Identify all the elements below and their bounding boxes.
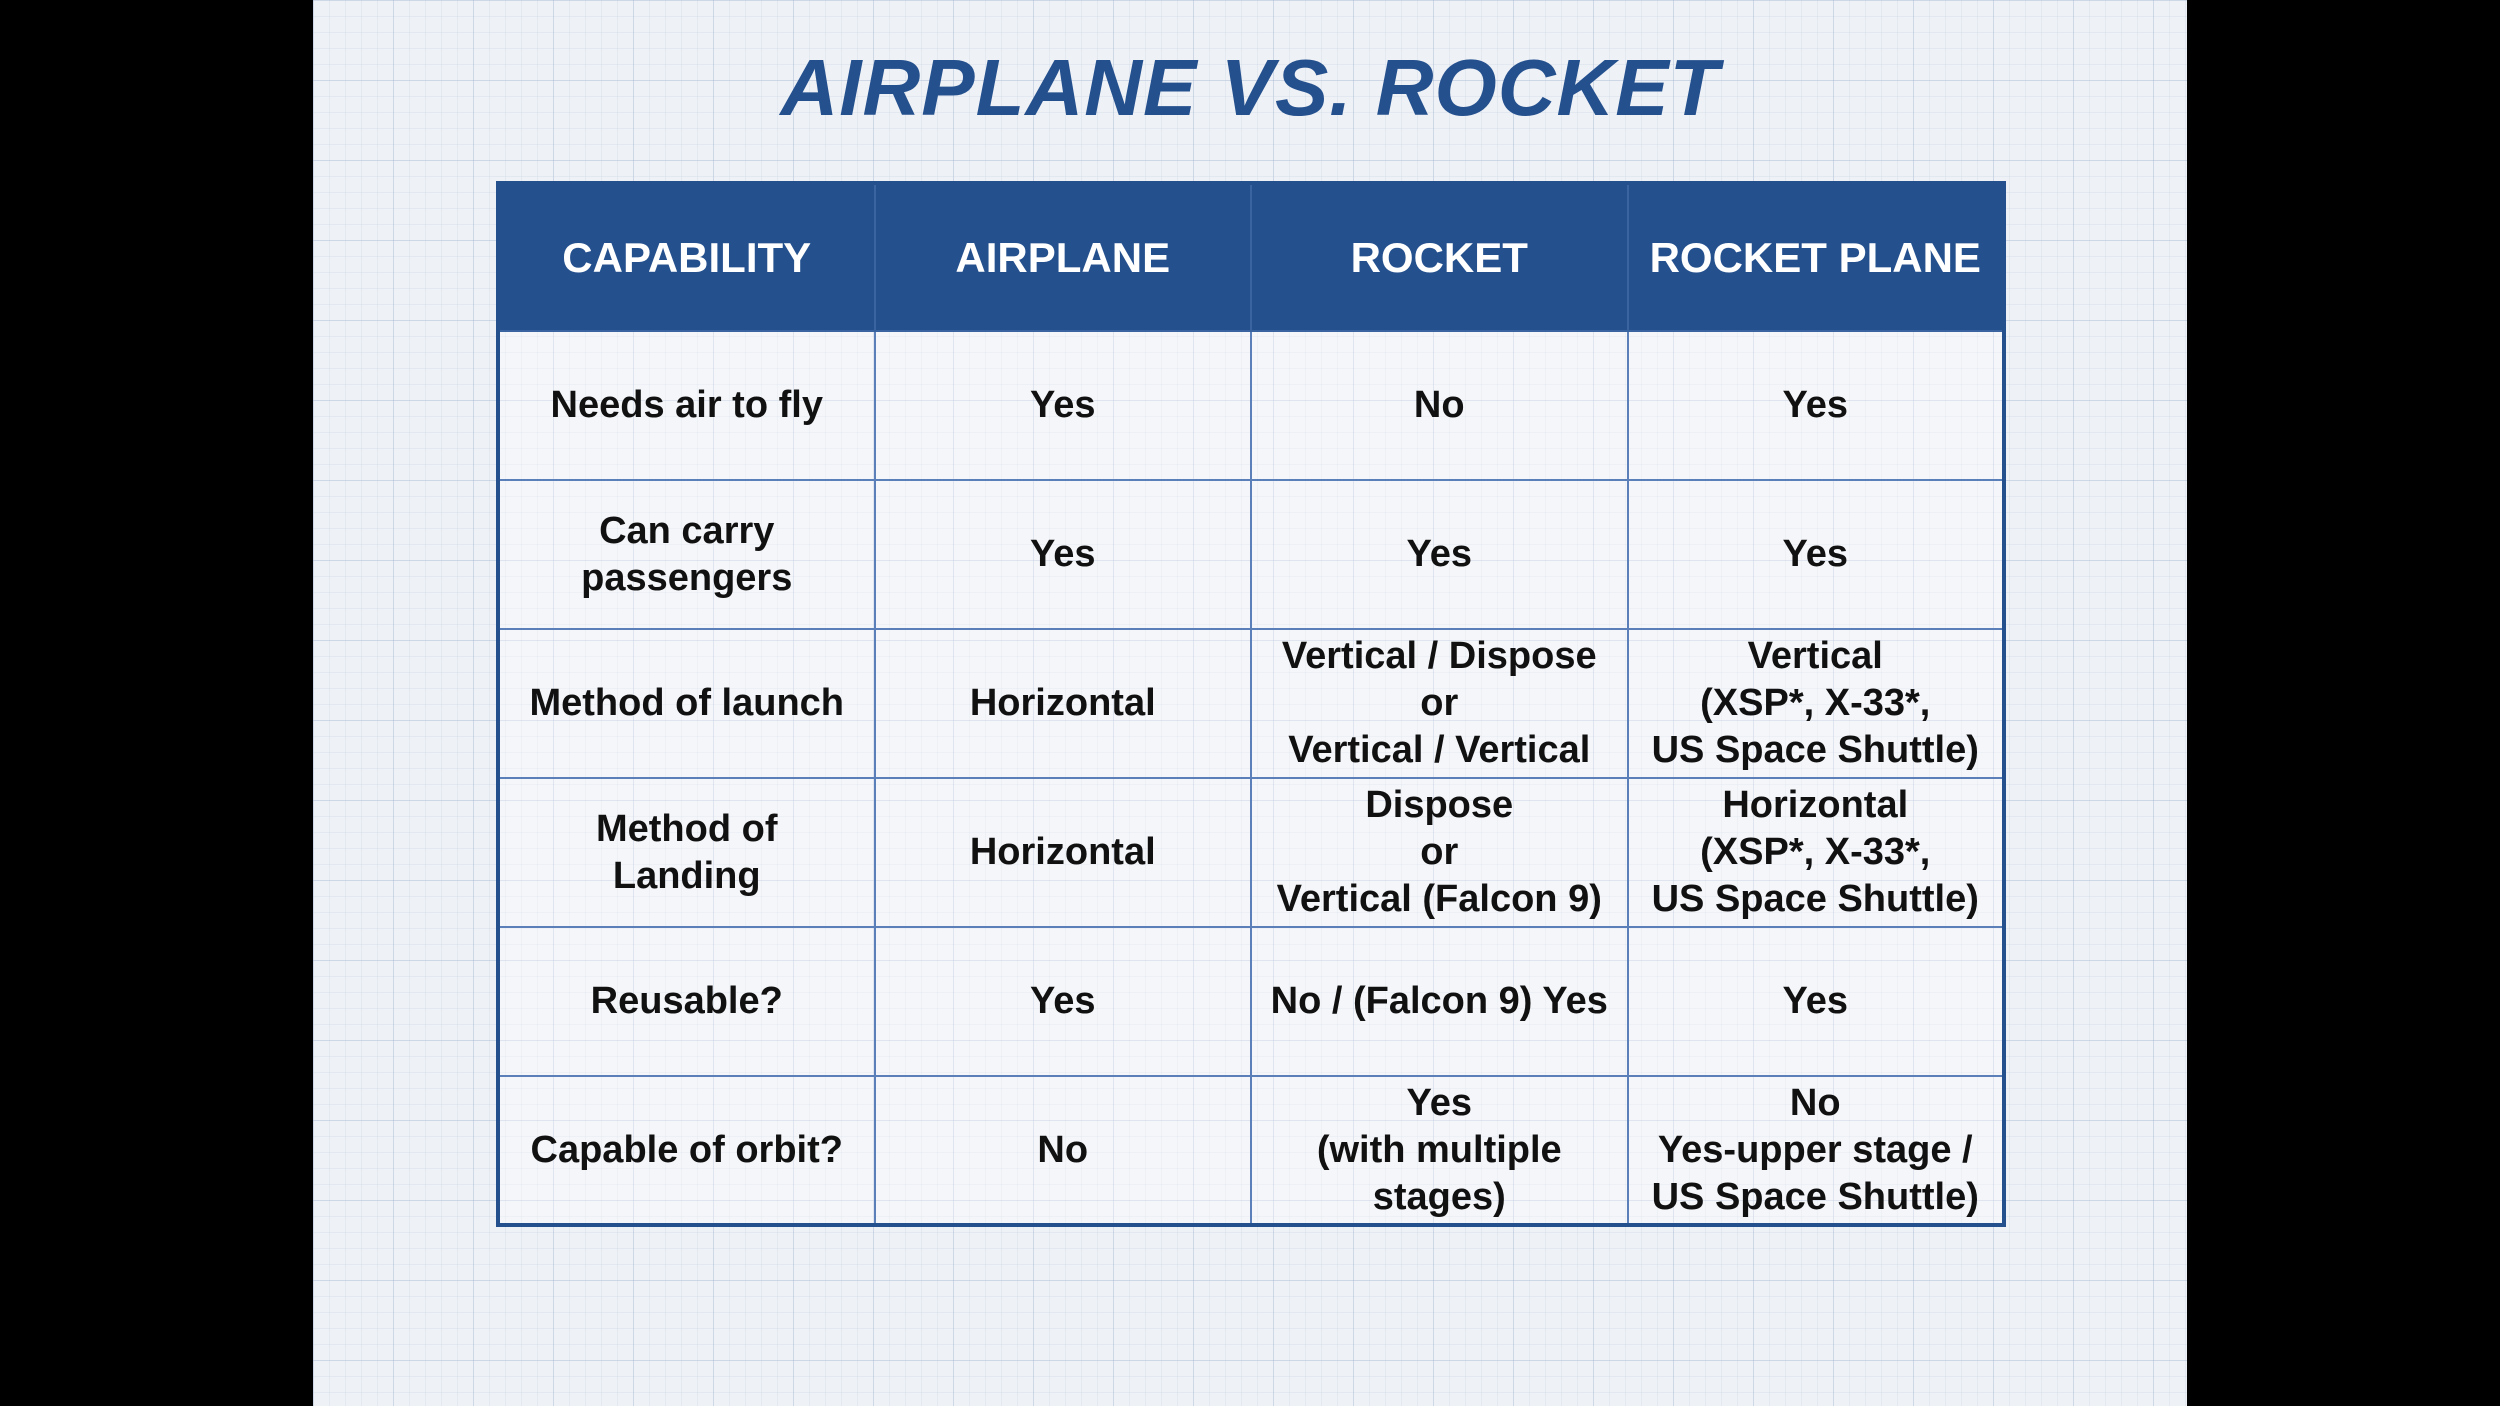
table-row	[498, 1076, 2004, 1225]
rocket-cell: No / (Falcon 9) Yes	[1251, 927, 1628, 1076]
header-rocket-plane: ROCKET PLANE	[1628, 183, 2005, 331]
row-label: Can carry passengers	[498, 480, 875, 629]
slide-title: AIRPLANE VS. ROCKET	[780, 43, 1720, 132]
airplane-cell: Yes	[875, 480, 1252, 629]
row-label: Method of launch	[498, 629, 875, 778]
airplane-cell: Horizontal	[875, 629, 1252, 778]
rocket-plane-cell: Yes	[1628, 480, 2005, 629]
rocket-plane-cell: Vertical (XSP*, X-33*, US Space Shuttle)	[1628, 629, 2005, 778]
airplane-cell: Yes	[875, 927, 1252, 1076]
table-row	[498, 480, 2004, 629]
header-airplane: AIRPLANE	[875, 183, 1252, 331]
row-label: Method of Landing	[498, 778, 875, 927]
table-row	[498, 331, 2004, 480]
rocket-cell: No	[1251, 331, 1628, 480]
rocket-plane-cell: No Yes-upper stage / US Space Shuttle)	[1628, 1076, 2005, 1225]
table-header-row	[498, 183, 2004, 331]
table-row	[498, 629, 2004, 778]
table-row	[498, 927, 2004, 1076]
rocket-cell: Vertical / Dispose or Vertical / Vertical	[1251, 629, 1628, 778]
rocket-plane-cell: Yes	[1628, 331, 2005, 480]
airplane-cell: Horizontal	[875, 778, 1252, 927]
rocket-cell: Yes (with multiple stages)	[1251, 1076, 1628, 1225]
airplane-cell: Yes	[875, 331, 1252, 480]
header-capability: CAPABILITY	[498, 183, 875, 331]
rocket-plane-cell: Horizontal (XSP*, X-33*, US Space Shuttle)	[1628, 778, 2005, 927]
table-row	[498, 778, 2004, 927]
row-label: Needs air to fly	[498, 331, 875, 480]
row-label: Capable of orbit?	[498, 1076, 875, 1225]
row-label: Reusable?	[498, 927, 875, 1076]
rocket-cell: Yes	[1251, 480, 1628, 629]
slide	[313, 0, 2187, 1406]
comparison-table	[496, 181, 2006, 1227]
rocket-plane-cell: Yes	[1628, 927, 2005, 1076]
rocket-cell: Dispose or Vertical (Falcon 9)	[1251, 778, 1628, 927]
airplane-cell: No	[875, 1076, 1252, 1225]
header-rocket: ROCKET	[1251, 183, 1628, 331]
